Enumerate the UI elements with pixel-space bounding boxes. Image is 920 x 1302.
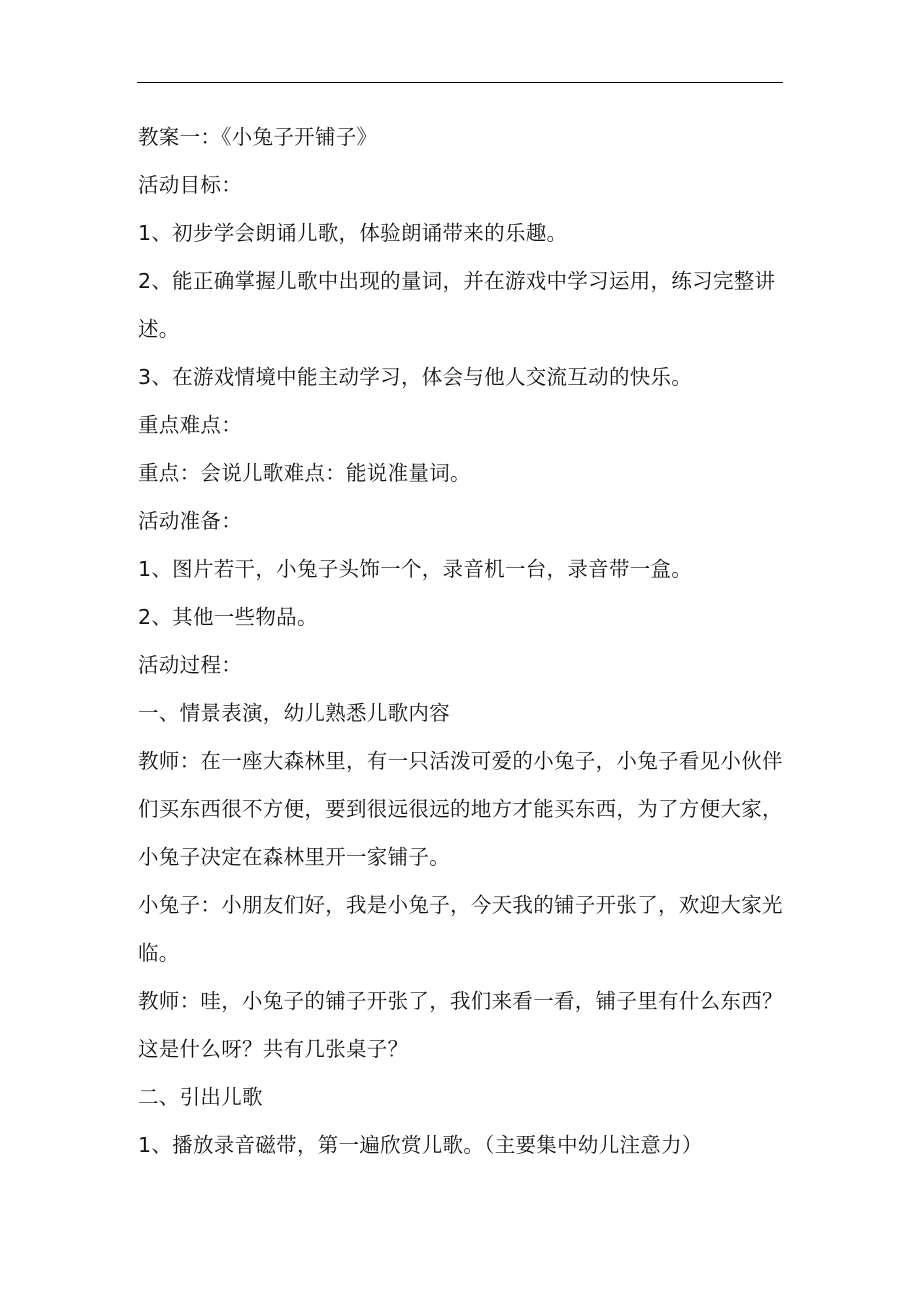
section-heading-preparation: 活动准备： (138, 509, 242, 533)
teacher-dialogue-line-2: 们买东西很不方便，要到很远很远的地方才能买东西，为了方便大家， (138, 797, 783, 821)
key-points-text: 重点：会说儿歌难点：能说准量词。 (138, 461, 471, 485)
preparation-item-1: 1、图片若干，小兔子头饰一个，录音机一台，录音带一盒。 (138, 557, 693, 581)
teacher-dialogue-line-1: 教师：在一座大森林里，有一只活泼可爱的小兔子，小兔子看见小伙伴 (138, 749, 783, 773)
teacher-question-line-1: 教师：哇，小兔子的铺子开张了，我们来看一看，铺子里有什么东西？ (138, 989, 783, 1013)
goal-item-3: 3、在游戏情境中能主动学习，体会与他人交流互动的快乐。 (138, 365, 693, 389)
preparation-item-2: 2、其他一些物品。 (138, 605, 318, 629)
teacher-dialogue-line-3: 小兔子决定在森林里开一家铺子。 (138, 845, 450, 869)
process-step-1-heading: 一、情景表演，幼儿熟悉儿歌内容 (138, 701, 450, 725)
document-title: 教案一：《小兔子开铺子》 (138, 125, 378, 149)
header-rule (137, 82, 783, 83)
process-step-2-heading: 二、引出儿歌 (138, 1085, 263, 1109)
goal-item-1: 1、初步学会朗诵儿歌，体验朗诵带来的乐趣。 (138, 221, 568, 245)
section-heading-goals: 活动目标： (138, 173, 242, 197)
section-heading-key-points: 重点难点： (138, 413, 242, 437)
teacher-question-line-2: 这是什么呀？共有几张桌子？ (138, 1037, 409, 1061)
process-step-2-item-1: 1、播放录音磁带，第一遍欣赏儿歌。（主要集中幼儿注意力） (138, 1133, 703, 1157)
rabbit-dialogue-line-1: 小兔子：小朋友们好，我是小兔子，今天我的铺子开张了，欢迎大家光 (138, 893, 783, 917)
goal-item-2: 2、能正确掌握儿歌中出现的量词，并在游戏中学习运用，练习完整讲 (138, 269, 776, 293)
goal-item-2-continued: 述。 (138, 317, 180, 341)
document-body (138, 113, 800, 1169)
section-heading-process: 活动过程： (138, 653, 242, 677)
rabbit-dialogue-line-2: 临。 (138, 941, 180, 965)
